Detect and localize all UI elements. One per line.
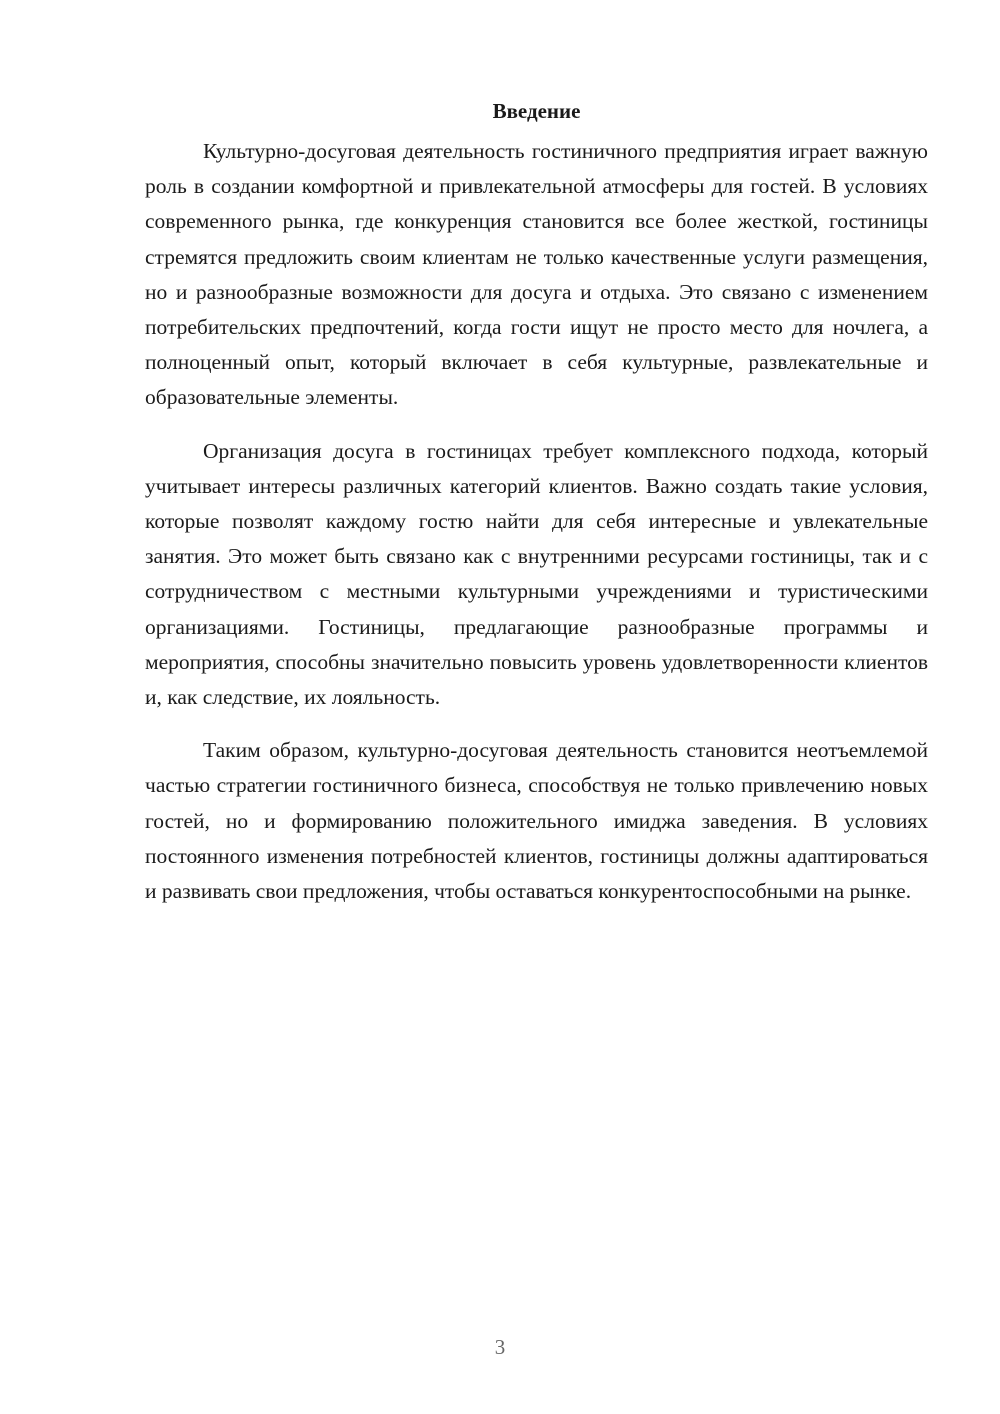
document-page — [145, 94, 928, 927]
section-title: Введение — [492, 99, 581, 123]
paragraph-3: Таким образом, культурно-досуговая деятельность становится неотъемлемой частью стратегии гостиничного бизнеса, способствуя не только привлечению новых гостей, но и формированию положительного имиджа заведения. В условиях постоянного изменения потребностей клиентов, гостиницы должны адаптироваться и развивать свои предложения, чтобы оставаться конкурентоспособными на рынке. — [145, 738, 928, 904]
page-number: 3 — [494, 1335, 506, 1359]
paragraph-1: Культурно-досуговая деятельность гостиничного предприятия играет важную роль в создании комфортной и привлекательной атмосферы для гостей. В условиях современного рынка, где конкуренция становится все более жесткой, гостиницы стремятся предложить своим клиентам не только качественные услуги размещения, но и разнообразные возможности для досуга и отдыха. Это связано с изменением потребительских предпочтений, когда гости ищут не просто место для ночлега, а полноценный опыт, который включает в себя культурные, развлекательные и образовательные элементы. — [145, 139, 928, 410]
paragraph-2: Организация досуга в гостиницах требует комплексного подхода, который учитывает интересы различных категорий клиентов. Важно создать такие условия, которые позволят каждому гостю найти для себя интересные и увлекательные занятия. Это может быть связано как с внутренними ресурсами гостиницы, так и с сотрудничеством с местными культурными учреждениями и туристическими организациями. Гостиницы, предлагающие разнообразные программы и мероприятия, способны значительно повысить уровень удовлетворенности клиентов и, как следствие, их лояльность. — [145, 438, 928, 710]
